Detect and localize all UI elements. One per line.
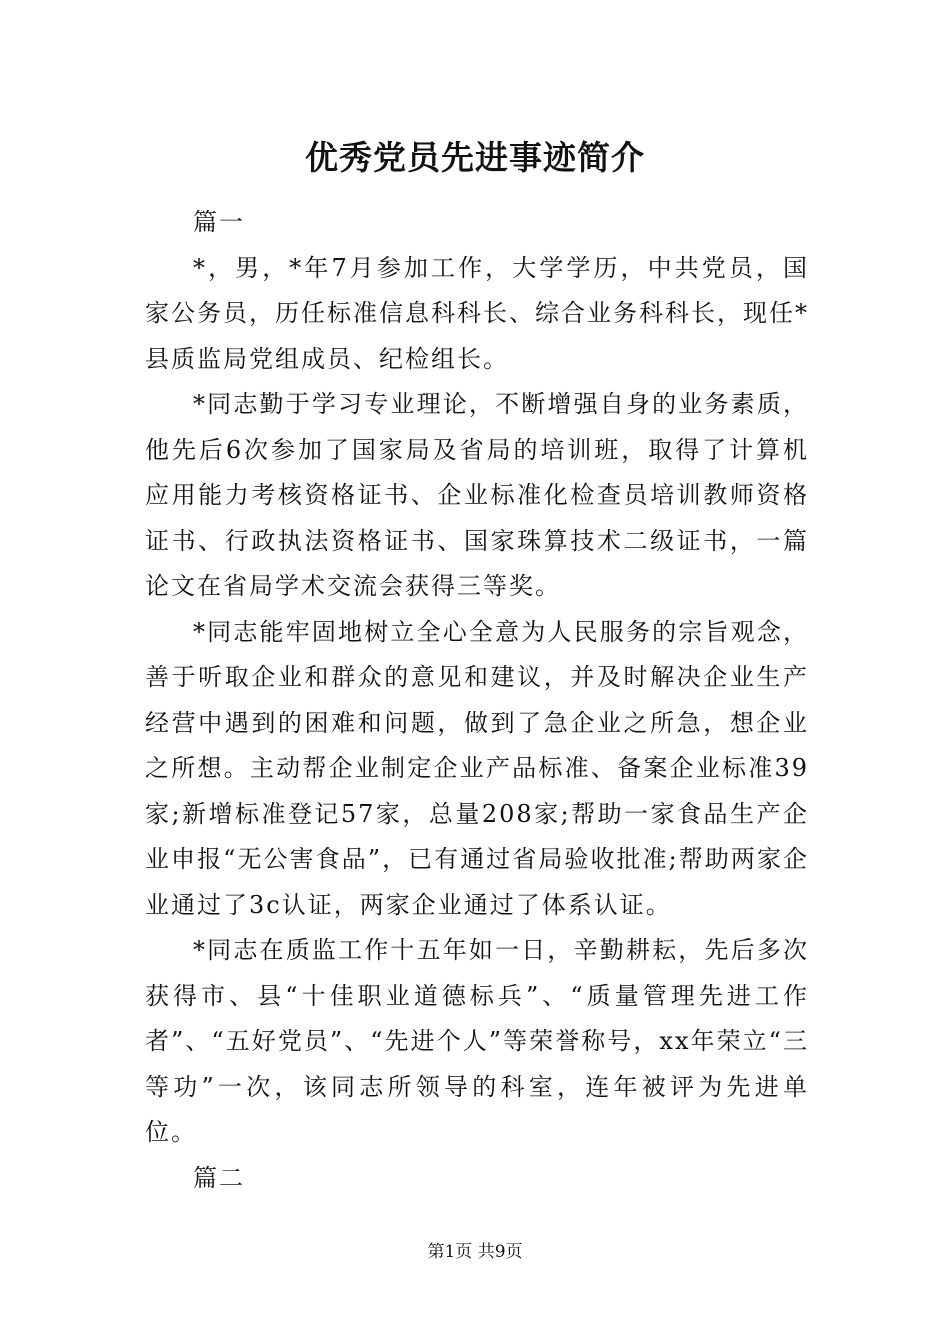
paragraph: *同志能牢固地树立全心全意为人民服务的宗旨观念，善于听取企业和群众的意见和建议，并及时解决企业生产经营中遇到的困难和问题，做到了急企业之所急，想企业之所想。主动帮企业制定企业产品标准、备案企业标准39家;新增标准登记57家，总量208家;帮助一家食品生产企业申报“无公害食品”，已有通过省局验收批准;帮助两家企业通过了3c认证，两家企业通过了体系认证。 [145,617,809,919]
paragraph: *同志在质监工作十五年如一日，辛勤耕耘，先后多次获得市、县“十佳职业道德标兵”、“质量管理先进工作者”、“五好党员”、“先进个人”等荣誉称号，xx年荣立“三等功”一次，该同志所领导的科室，连年被评为先进单位。 [145,936,809,1146]
section-label: 篇一 [193,208,245,236]
page-footer: 第1页 共9页 [427,1242,523,1262]
document-title: 优秀党员先进事迹简介 [305,138,645,177]
paragraph: *同志勤于学习专业理论，不断增强自身的业务素质，他先后6次参加了国家局及省局的培训班，取得了计算机应用能力考核资格证书、企业标准化检查员培训教师资格证书、行政执法资格证书、国家珠算技术二级证书，一篇论文在省局学术交流会获得三等奖。 [145,390,809,600]
section-label: 篇二 [193,1163,245,1192]
document-body [145,200,809,1201]
paragraph: *，男，*年7月参加工作，大学学历，中共党员，国家公务员，历任标准信息科科长、综合业务科科长，现任*县质监局党组成员、纪检组长。 [145,253,809,373]
